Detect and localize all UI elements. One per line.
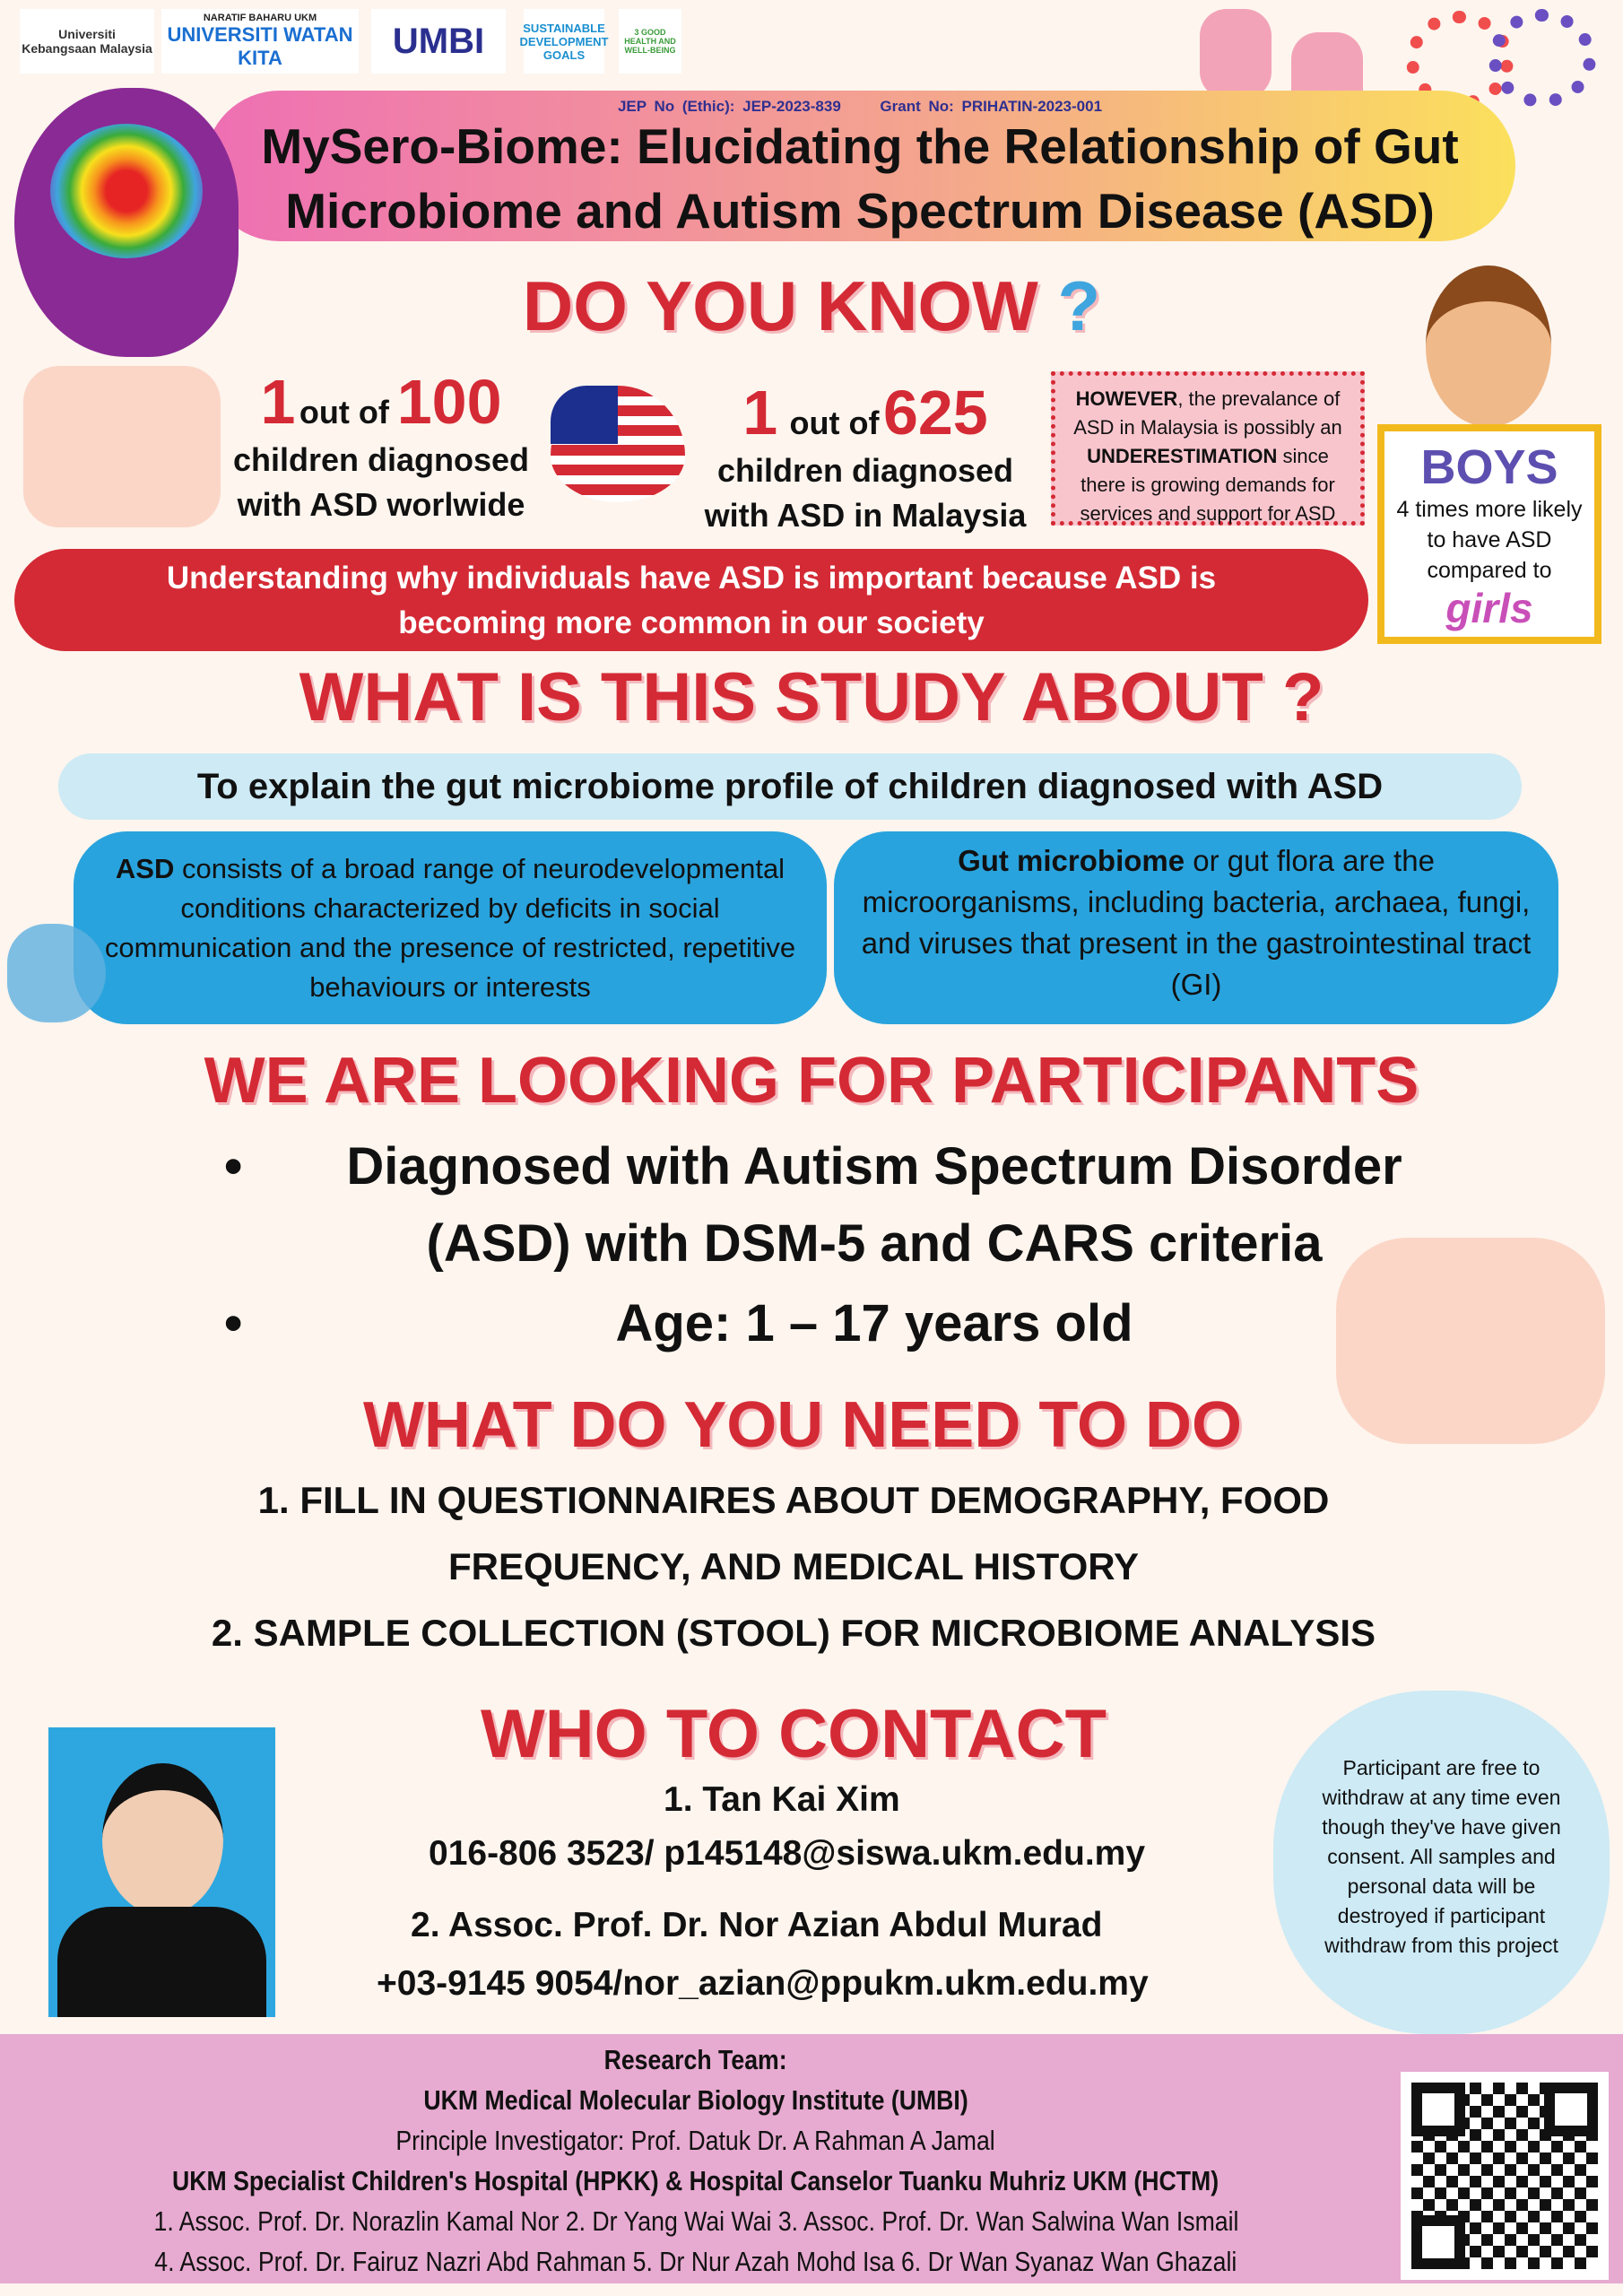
boy-illustration: [1426, 265, 1551, 427]
underestimation-note: [1051, 371, 1365, 526]
title-line-2: Microbiome and Autism Spectrum Disease (ASD): [285, 183, 1435, 239]
ukm-logo: [20, 9, 154, 74]
underestimation-bold: UNDERESTIMATION: [1087, 445, 1278, 467]
umbi-logo: [371, 9, 506, 74]
sdg-logo: [519, 9, 609, 74]
withdrawal-note: Participant are free to withdraw at any time even though they've have given consent. All samples and personal data will be destroyed if participant withdraw from this project: [1273, 1691, 1610, 2034]
asd-bold: ASD: [115, 853, 175, 884]
qr-finder: [1411, 2215, 1465, 2269]
research-team-footer: [0, 2034, 1623, 2283]
title-banner: [204, 91, 1515, 241]
stat-out-of: out of: [299, 394, 389, 430]
contact-photo: [48, 1727, 275, 2017]
qr-code[interactable]: [1401, 2072, 1609, 2280]
participants-heading: WE ARE LOOKING FOR PARTICIPANTS: [204, 1045, 1419, 1117]
contact-1-name: 1. Tan Kai Xim: [664, 1780, 900, 1819]
criteria-diagnosis: [291, 1128, 1457, 1283]
boys-text: compared to: [1427, 558, 1552, 583]
gut-illustration: [1200, 9, 1271, 99]
stat-text: with ASD worlwide: [237, 486, 525, 523]
colorful-dots-decoration: [1488, 9, 1596, 108]
do-you-know-heading: [0, 265, 1623, 347]
stat-text: with ASD in Malaysia: [704, 497, 1027, 534]
footer-institute-1: [0, 2080, 1392, 2120]
question-mark-icon: ?: [1281, 659, 1324, 735]
todo-heading: WHAT DO YOU NEED TO DO: [362, 1389, 1243, 1461]
gut-bold: Gut microbiome: [958, 844, 1185, 877]
criteria-line-2: (ASD) with DSM-5 and CARS criteria: [426, 1214, 1323, 1273]
sdg3-logo-text: 3 GOOD HEALTH AND WELL-BEING: [624, 28, 676, 55]
asd-definition: [74, 831, 827, 1024]
umbi-logo-text: UMBI: [392, 21, 485, 61]
banner-line-2: becoming more common in our society: [398, 605, 985, 640]
watan-kita-text: UNIVERSITI WATAN KITA: [167, 23, 353, 69]
ethics-number: JEP No (Ethic): JEP-2023-839: [617, 98, 841, 115]
importance-banner: [14, 549, 1368, 651]
todo-step-1-line-1: 1. FILL IN QUESTIONNAIRES ABOUT DEMOGRAPHY, FOOD: [257, 1479, 1330, 1521]
photo-body: [57, 1907, 266, 2017]
study-heading-text: WHAT IS THIS STUDY ABOUT: [299, 659, 1263, 735]
stat-denominator: 100: [396, 367, 502, 437]
gut-microbiome-definition: [834, 831, 1558, 1024]
qr-finder: [1544, 2083, 1598, 2136]
stat-worldwide: [224, 366, 538, 527]
footer-institute-1-text: UKM Medical Molecular Biology Institute (UMBI): [423, 2084, 968, 2116]
footer-members-2: [0, 2241, 1392, 2282]
boys-title: BOYS: [1420, 440, 1558, 494]
grant-number: Grant No: PRIHATIN-2023-001: [880, 98, 1103, 115]
photo-face: [102, 1763, 223, 1916]
contact-heading: WHO TO CONTACT: [481, 1696, 1107, 1772]
stat-text: children diagnosed: [232, 441, 530, 478]
project-ids: [204, 98, 1515, 116]
footer-pi: [0, 2120, 1392, 2161]
boys-sign: [1377, 424, 1601, 644]
boys-text: to have ASD: [1427, 527, 1552, 552]
contact-1-info[interactable]: 016-806 3523/ p145148@siswa.ukm.edu.my: [429, 1834, 1146, 1873]
stat-text: children diagnosed: [716, 452, 1014, 489]
handprint-icon: [7, 924, 106, 1022]
ukm-logo-text: Universiti Kebangsaan Malaysia: [22, 27, 152, 56]
study-heading: [0, 658, 1623, 736]
stat-numerator: 1: [260, 367, 296, 437]
qr-pattern: [1411, 2083, 1598, 2269]
stat-denominator: 625: [882, 378, 988, 448]
contact-2-name: 2. Assoc. Prof. Dr. Nor Azian Abdul Murad: [411, 1906, 1103, 1944]
footer-members-1-text: 1. Assoc. Prof. Dr. Norazlin Kamal Nor 2. Dr Yang Wai Wai 3. Assoc. Prof. Dr. Wan Salwina Wan Ismail: [153, 2205, 1238, 2237]
sdg-logo-text: SUSTAINABLE DEVELOPMENT GOALS: [519, 21, 609, 62]
criteria-age: Age: 1 – 17 years old: [615, 1294, 1133, 1352]
contact-2-info[interactable]: +03-9145 9054/nor_azian@ppukm.ukm.edu.my: [377, 1964, 1149, 2003]
qr-finder: [1411, 2083, 1465, 2136]
rainbow-brain-icon: [50, 124, 203, 258]
do-you-know-text: DO YOU KNOW: [522, 266, 1038, 345]
gut-text: or gut flora are the microorganisms, including bacteria, archaea, fungi, and viruses that present in the gastrointestinal tract (GI): [861, 844, 1532, 1001]
stat-out-of: out of: [789, 404, 880, 441]
todo-step-2: 2. SAMPLE COLLECTION (STOOL) FOR MICROBIOME ANALYSIS: [211, 1612, 1376, 1654]
todo-step-1: [0, 1467, 1605, 1600]
flag-canton: [551, 386, 618, 444]
however-bold: HOWEVER: [1075, 387, 1178, 410]
question-mark-icon: ?: [1057, 266, 1101, 345]
title-line-1: MySero-Biome: Elucidating the Relationship of Gut: [261, 118, 1459, 174]
sdg3-logo: [619, 9, 681, 74]
footer-pi-text: Principle Investigator: Prof. Datuk Dr. A Rahman A Jamal: [395, 2125, 996, 2156]
footer-team-text: Research Team:: [603, 2044, 788, 2075]
todo-step-1-line-2: FREQUENCY, AND MEDICAL HISTORY: [447, 1545, 1140, 1587]
page-title: [204, 114, 1515, 243]
footer-institute-2-text: UKM Specialist Children's Hospital (HPKK) & Hospital Canselor Tuanku Muhriz UKM (HCTM): [172, 2165, 1219, 2196]
watan-kita-logo: [161, 9, 359, 74]
stat-malaysia: [695, 377, 1036, 538]
however-text: , the prevalance of ASD in Malaysia is possibly an: [1073, 387, 1342, 439]
children-illustration: [23, 366, 221, 527]
study-aim: To explain the gut microbiome profile of children diagnosed with ASD: [58, 753, 1522, 820]
footer-team-label: [0, 2039, 1392, 2080]
criteria-line-1: Diagnosed with Autism Spectrum Disorder: [346, 1137, 1402, 1196]
stat-numerator: 1: [742, 378, 778, 448]
footer-members-2-text: 4. Assoc. Prof. Dr. Fairuz Nazri Abd Rahman 5. Dr Nur Azah Mohd Isa 6. Dr Wan Syanaz Wan Ghazali: [154, 2246, 1237, 2277]
girls-text: girls: [1445, 585, 1533, 631]
asd-text: consists of a broad range of neurodevelopmental conditions characterized by deficits in social communication and the presence of restricted, repetitive behaviours or interests: [104, 853, 796, 1003]
footer-text-block: [0, 2039, 1392, 2282]
banner-line-1: Understanding why individuals have ASD is important because ASD is: [166, 561, 1217, 596]
malaysia-flag-heart-icon: [551, 386, 685, 502]
footer-institute-2: [0, 2161, 1392, 2201]
bullet-icon: •: [224, 1294, 243, 1352]
watan-kita-tagline: NARATIF BAHARU UKM: [203, 13, 317, 23]
bullet-icon: •: [224, 1137, 243, 1196]
boys-text: 4 times more likely: [1396, 497, 1583, 522]
however-text-2: since there is growing demands for services and support for ASD: [1080, 445, 1336, 525]
footer-members-1: [0, 2201, 1392, 2241]
